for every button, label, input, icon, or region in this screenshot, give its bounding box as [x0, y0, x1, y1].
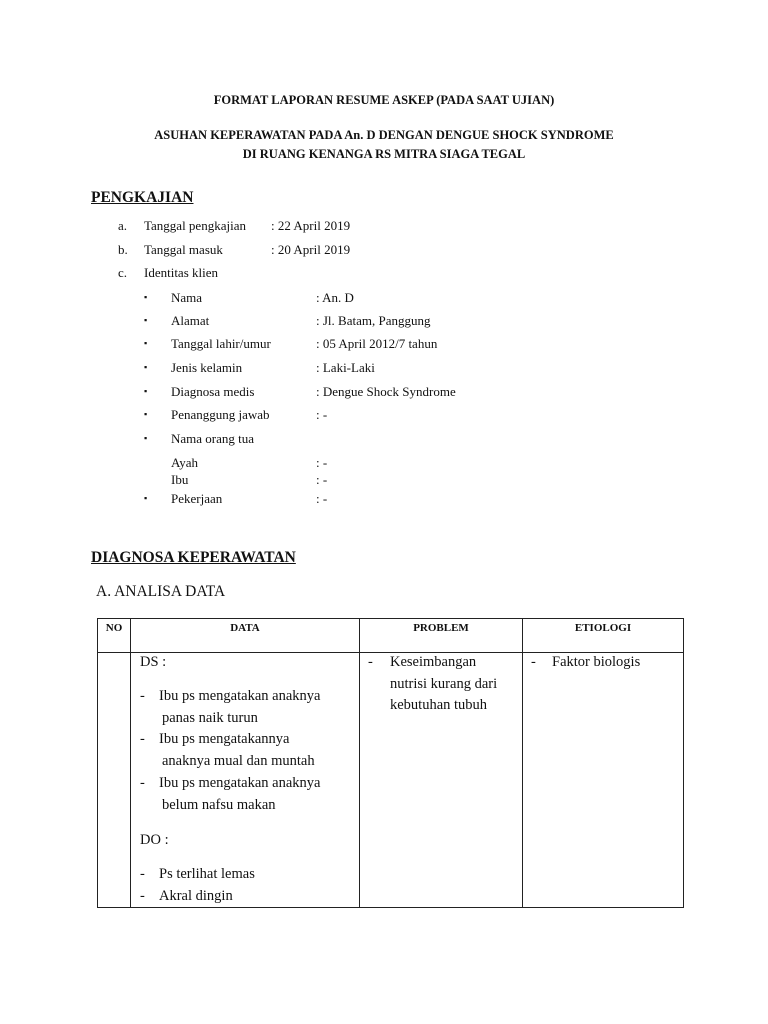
identity-value: : 05 April 2012/7 tahun	[316, 336, 438, 351]
dash: -	[140, 688, 145, 704]
ds-item-line: belum nafsu makan	[162, 797, 276, 813]
ds-item-line: Ibu ps mengatakan anaknya	[159, 775, 321, 791]
doc-subtitle-line-1: ASUHAN KEPERAWATAN PADA An. D DENGAN DENGUE SHOCK SYNDROME	[154, 128, 614, 142]
cell-etiologi	[523, 653, 684, 908]
ds-item-line: anaknya mual dan muntah	[162, 753, 315, 769]
parent-label: Ayah	[171, 455, 198, 470]
column-header-etiologi: ETIOLOGI	[523, 619, 684, 653]
problem-line: nutrisi kurang dari	[390, 676, 498, 692]
identity-label: Alamat	[171, 313, 210, 328]
identity-value: : Laki-Laki	[316, 360, 375, 375]
bullet-icon: ▪	[144, 292, 148, 302]
doc-subtitle-line-2: DI RUANG KENANGA RS MITRA SIAGA TEGAL	[242, 147, 526, 161]
list-marker: a.	[118, 218, 128, 233]
list-marker: c.	[118, 265, 128, 280]
table-row	[98, 653, 684, 908]
parent-value: : -	[316, 472, 328, 487]
do-label: DO :	[140, 832, 169, 848]
identity-value: : An. D	[316, 290, 354, 305]
dash: -	[140, 775, 145, 791]
field-label: Tanggal pengkajian	[144, 218, 246, 233]
do-item: Akral dingin	[159, 888, 233, 904]
ds-item-line: Ibu ps mengatakannya	[159, 731, 290, 747]
bullet-icon: ▪	[144, 433, 148, 443]
field-value: : 20 April 2019	[271, 242, 351, 257]
doc-title: FORMAT LAPORAN RESUME ASKEP (PADA SAAT UJIAN)	[213, 93, 555, 107]
ds-label: DS :	[140, 654, 167, 670]
bullet-icon: ▪	[144, 409, 148, 419]
bullet-icon: ▪	[144, 493, 148, 503]
identity-value: : -	[316, 491, 328, 506]
problem-line: kebutuhan tubuh	[390, 697, 488, 713]
dash: -	[140, 866, 145, 882]
field-value: : 22 April 2019	[271, 218, 351, 233]
section-pengkajian: PENGKAJIAN	[91, 189, 194, 206]
table-header-row	[98, 619, 684, 653]
dash: -	[140, 731, 145, 747]
parent-value: : -	[316, 455, 328, 470]
bullet-icon: ▪	[144, 315, 148, 325]
column-header-problem: PROBLEM	[360, 619, 523, 653]
identity-label: Nama orang tua	[171, 431, 255, 446]
identity-label: Pekerjaan	[171, 491, 223, 506]
parent-label: Ibu	[171, 472, 189, 487]
section-diagnosa: DIAGNOSA KEPERAWATAN	[91, 549, 296, 566]
ds-item-line: panas naik turun	[162, 710, 258, 726]
identity-label: Diagnosa medis	[171, 384, 255, 399]
identity-label: Jenis kelamin	[171, 360, 243, 375]
cell-problem	[360, 653, 523, 908]
identity-value: : -	[316, 407, 328, 422]
column-header-data: DATA	[131, 619, 360, 653]
identity-value: : Jl. Batam, Panggung	[316, 313, 431, 328]
dash: -	[368, 654, 373, 670]
cell-no	[98, 653, 131, 908]
field-label: Identitas klien	[144, 265, 219, 280]
identity-label: Tanggal lahir/umur	[171, 336, 271, 351]
problem-line: Keseimbangan	[390, 654, 477, 670]
bullet-icon: ▪	[144, 362, 148, 372]
etiologi-value: Faktor biologis	[552, 654, 641, 670]
cell-data	[131, 653, 360, 908]
do-item: Ps terlihat lemas	[159, 866, 255, 882]
identity-label: Penanggung jawab	[171, 407, 270, 422]
field-label: Tanggal masuk	[144, 242, 223, 257]
dash: -	[531, 654, 536, 670]
dash: -	[140, 888, 145, 904]
identity-value: : Dengue Shock Syndrome	[316, 384, 456, 399]
subsection-analisa-data: A. ANALISA DATA	[96, 583, 226, 600]
identity-label: Nama	[171, 290, 203, 305]
ds-item-line: Ibu ps mengatakan anaknya	[159, 688, 321, 704]
bullet-icon: ▪	[144, 338, 148, 348]
bullet-icon: ▪	[144, 386, 148, 396]
analisa-data-table	[97, 618, 684, 908]
column-header-no: NO	[98, 619, 131, 653]
list-marker: b.	[118, 242, 128, 257]
